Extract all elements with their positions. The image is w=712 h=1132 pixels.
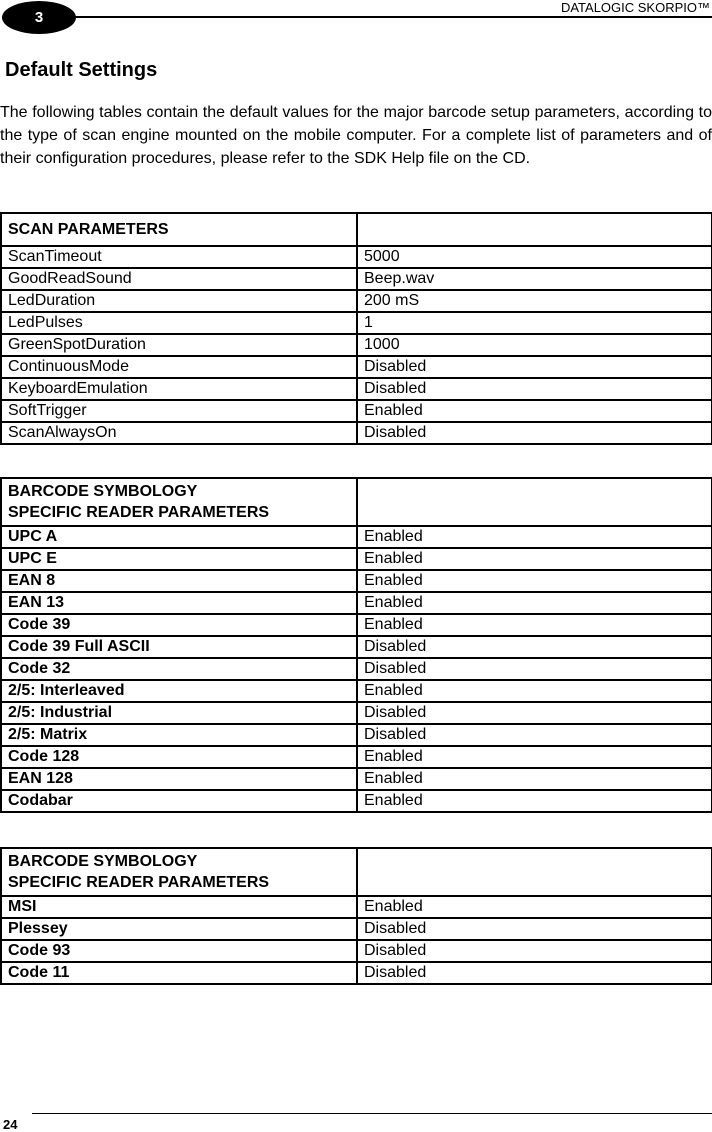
parameter-value-cell: Disabled [357, 724, 712, 746]
table-row [1, 548, 712, 570]
table-row [1, 246, 712, 268]
parameter-name-cell: Plessey [1, 918, 357, 940]
parameter-value-cell: Enabled [357, 746, 712, 768]
header-line-2: SPECIFIC READER PARAMETERS [8, 874, 270, 891]
table-header-row [1, 848, 712, 896]
header-line-1: BARCODE SYMBOLOGY [8, 483, 198, 500]
intro-paragraph: The following tables contain the default values for the major barcode setup parameters, according to the type of scan engine mounted on the mobile computer. For a complete list of parameters and of their configuration procedures, please refer to the SDK Help file on the CD. [0, 104, 712, 167]
parameter-name-cell: Code 93 [1, 940, 357, 962]
parameter-value-cell: 5000 [357, 246, 712, 268]
table-row [1, 570, 712, 592]
parameter-name-cell: Code 39 [1, 614, 357, 636]
parameter-name-cell: Code 32 [1, 658, 357, 680]
parameter-value-cell: Disabled [357, 918, 712, 940]
parameter-name-cell: ContinuousMode [1, 356, 357, 378]
parameter-value-cell: 1 [357, 312, 712, 334]
page-number: 24 [3, 1117, 18, 1132]
parameter-name-cell: 2/5: Industrial [1, 702, 357, 724]
parameter-name-cell: KeyboardEmulation [1, 378, 357, 400]
table-row [1, 636, 712, 658]
header-title: DATALOGIC SKORPIO™ [560, 0, 710, 15]
parameter-name-cell: EAN 8 [1, 570, 357, 592]
parameter-value-cell: Enabled [357, 526, 712, 548]
table-row [1, 422, 712, 444]
parameter-value-cell: Enabled [357, 614, 712, 636]
parameter-name-cell: 2/5: Matrix [1, 724, 357, 746]
parameter-value-cell: Enabled [357, 592, 712, 614]
parameter-value-cell: Enabled [357, 790, 712, 812]
parameter-name-cell: SoftTrigger [1, 400, 357, 422]
table-row [1, 312, 712, 334]
header-line-2: SPECIFIC READER PARAMETERS [8, 504, 270, 521]
parameter-value-cell: Disabled [357, 962, 712, 984]
table-row [1, 724, 712, 746]
parameter-name-cell: UPC E [1, 548, 357, 570]
parameter-name-cell: ScanTimeout [1, 246, 357, 268]
parameter-value-cell: 1000 [357, 334, 712, 356]
table-row [1, 768, 712, 790]
parameter-value-cell: Enabled [357, 896, 712, 918]
parameter-name-cell: Code 11 [1, 962, 357, 984]
parameter-name-cell: 2/5: Interleaved [1, 680, 357, 702]
parameter-name-cell: Code 128 [1, 746, 357, 768]
scan-parameters-table [0, 212, 712, 445]
parameter-value-cell: Disabled [357, 356, 712, 378]
parameter-value-cell: Disabled [357, 378, 712, 400]
table-row [1, 400, 712, 422]
parameter-name-cell: EAN 128 [1, 768, 357, 790]
header-rule [74, 16, 712, 18]
table-header-cell [1, 478, 357, 526]
table-row [1, 962, 712, 984]
parameter-value-cell: Enabled [357, 400, 712, 422]
table-header-cell [357, 478, 712, 526]
table-row [1, 940, 712, 962]
table-row [1, 268, 712, 290]
parameter-name-cell: MSI [1, 896, 357, 918]
table-row [1, 918, 712, 940]
parameter-value-cell: Disabled [357, 702, 712, 724]
parameter-value-cell: Enabled [357, 548, 712, 570]
parameter-name-cell: GreenSpotDuration [1, 334, 357, 356]
parameter-name-cell: LedPulses [1, 312, 357, 334]
table-row [1, 790, 712, 812]
table-row [1, 680, 712, 702]
table-header-row [1, 213, 712, 246]
chapter-badge: 3 [2, 1, 76, 34]
table-row [1, 526, 712, 548]
table-row [1, 356, 712, 378]
barcode-symbology-table-1 [0, 477, 712, 813]
footer-rule [32, 1113, 712, 1114]
table-row [1, 896, 712, 918]
table-row [1, 290, 712, 312]
table-row [1, 334, 712, 356]
parameter-value-cell: Disabled [357, 422, 712, 444]
header-line-1: BARCODE SYMBOLOGY [8, 853, 198, 870]
table-header-row [1, 478, 712, 526]
parameter-name-cell: UPC A [1, 526, 357, 548]
table-header-cell: SCAN PARAMETERS [1, 213, 357, 246]
parameter-name-cell: ScanAlwaysOn [1, 422, 357, 444]
table-header-cell [357, 213, 712, 246]
parameter-name-cell: Codabar [1, 790, 357, 812]
table-header-cell [357, 848, 712, 896]
parameter-value-cell: Enabled [357, 768, 712, 790]
parameter-value-cell: Beep.wav [357, 268, 712, 290]
parameter-name-cell: EAN 13 [1, 592, 357, 614]
barcode-symbology-table-2 [0, 847, 712, 985]
parameter-value-cell: Disabled [357, 658, 712, 680]
parameter-value-cell: Disabled [357, 940, 712, 962]
table-row [1, 378, 712, 400]
parameter-value-cell: Enabled [357, 680, 712, 702]
parameter-name-cell: GoodReadSound [1, 268, 357, 290]
parameter-name-cell: Code 39 Full ASCII [1, 636, 357, 658]
parameter-value-cell: 200 mS [357, 290, 712, 312]
table-row [1, 614, 712, 636]
section-title: Default Settings [5, 59, 158, 81]
table-row [1, 746, 712, 768]
parameter-name-cell: LedDuration [1, 290, 357, 312]
parameter-value-cell: Disabled [357, 636, 712, 658]
table-row [1, 658, 712, 680]
table-row [1, 592, 712, 614]
table-row [1, 702, 712, 724]
parameter-value-cell: Enabled [357, 570, 712, 592]
table-header-cell [1, 848, 357, 896]
